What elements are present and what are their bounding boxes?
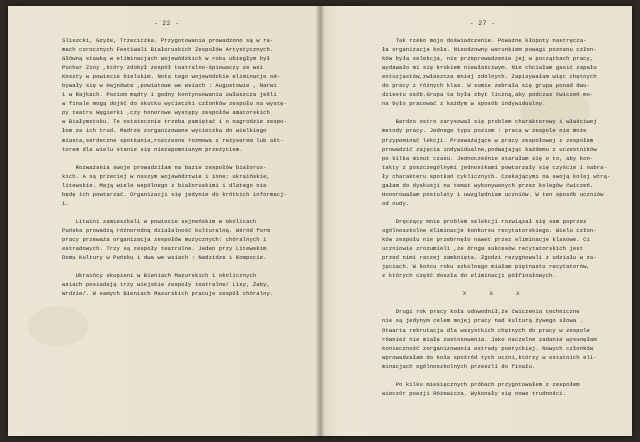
text-line: prowadzić zajęcia indywidualne,podwajając każdemu z uczestników (382, 145, 597, 153)
text-line: przed nimi raczej zamknięta. Zgodzi rezygnowali z udziału w za- (382, 254, 597, 262)
text-line (382, 298, 610, 307)
text-line: po kilka minut czasu. Jednocześnie starałam się o to, aby kon- (382, 154, 594, 162)
left-page (8, 6, 320, 436)
text-line: od nudy. (382, 199, 410, 207)
document-spread (8, 6, 632, 436)
text-line: Sliszcki, Gzyże, Trzeciczka. Przygotowania prowadzono są w ra- (62, 37, 274, 44)
text-line: ła organizacja koła. Nieodzowny warunkiem powagi poznanu człon- (382, 46, 597, 54)
text-line: Bardzo ostro zarysował się problem charakterowy i właściwej (382, 118, 597, 126)
text-line: Główną stawką w eliminacjach wojewódzkich w roku ubiegłym był (62, 55, 270, 63)
text-line: wsiach posiadają trzy wiejskie zespoły teatralne/ Lisy, Żaby, (62, 281, 270, 289)
text-line: ków zespołu nie przebrnęło nawet przez eliminacje klasowe. Ci (382, 236, 590, 244)
left-page-text (62, 36, 287, 298)
right-page-text (382, 36, 610, 398)
text-line: Otwarta rekrutacja dla wszystkich chętnych do pracy w zespole (382, 326, 590, 334)
text-line: Rozważania swoje prowadziłam na bazie zespołów białorus- (62, 163, 267, 171)
text-line: z których część doszła do eliminacji półfinałowych. (382, 272, 556, 280)
text-line: Puńska prowadzą różnorodną działalność kulturalną. Wśród form (62, 226, 270, 234)
text-line: Puchar Ziny ,który zdobył zespół teatralno-śpiewaczy ze wsi (62, 64, 264, 72)
text-line: wydawało mi się krokiem niewłaściwym. Nie chciałam gasić zapału (382, 64, 597, 72)
section-separator: X X X (462, 290, 530, 298)
text-line: Drugi rok pracy koła udowodnił,że ćwiczenia techniczne (382, 308, 580, 316)
text-line: Honorowałam postulaty i uwzględniam uczniów. W ten sposób uczniów (382, 190, 604, 198)
text-line: kich. A są przeciej w naszym województwie i inne: ukraińskie, (62, 172, 270, 180)
text-line: mach corocznych Festiwali Białoruskich Zespołów Artystycznych. (62, 46, 274, 54)
text-line: Koszty w powiecie bielskim. Nota tego wojewódzkie eliminacje od- (62, 73, 281, 81)
text-line: torem dla wielu stanie się niezapomnianym przeżyciem. (62, 145, 243, 153)
text-line: entuzjastów,zwłaszcza mniej zdolnych. Zapisywałam więc chętnych (382, 73, 597, 81)
text-line (62, 208, 287, 217)
text-line: do pracy z różnych klas. W sumie zebrała się grupa ponad dwu- (382, 82, 590, 90)
text-line: litewskie. Mają wiele wspólnego z białoruskimi i dlatego nie (62, 181, 267, 189)
text-line: Litwini zamieszkali w powiecie sejneńskim w okolicach (62, 217, 257, 225)
text-line: pracy przeważa organizacja zespołów muzycznych: chóralnych i (62, 236, 267, 244)
text-line: Ukraińcy skupieni w Bieniach Mazurskich i okolicznych (62, 272, 257, 280)
text-line: Tak rzeko mojo doświadczenie. Poważne kłopoty nastręcza- (382, 37, 587, 44)
text-line (62, 154, 287, 163)
text-line: również nie miała zastosowania. Jako naczelne zadanie wysunęłam (382, 335, 597, 343)
text-line: na było pracować z każdym w sposób indywidualny. (382, 100, 546, 108)
text-line: w finale mogą dojść do skutku wycieczki członków zespołu na wystę- (62, 100, 287, 108)
text-line: Domu Kultury w Puńsku i dwa we wsiach : Nadzidze i Kompocie. (62, 254, 267, 262)
text-line: przypominać lekcji. Przeważające w pracy zespołowej z zespołem (382, 136, 594, 144)
text-line: Po kilku miesięcznych próbach przygotowałem z zespołem (382, 380, 580, 388)
text-line: łom za ich trud. Madrze zorganizowane wycieczka do wielkiego (62, 127, 267, 135)
text-line: będę ich powtarzać. Organizacji się jedynie do krótkich informacj- (62, 190, 287, 198)
text-line: estradowych. Trzy są zespoły teatralne. Jeden przy Litewskim (62, 245, 267, 253)
text-line (382, 108, 610, 117)
text-line: ków była selekcja, nie przeprowadzenie jej w początkach pracy, (382, 55, 594, 63)
text-line: Wrdzie/. W samych Bieniach Mazurskich pracuje zespół chóralny. (62, 290, 274, 298)
text-line: nie są jedynym celem mojej pracy nad kulturą żywego słowa . (382, 317, 584, 325)
text-line: metody pracy. Jednego typu poziom : praca w zespole nie może (382, 127, 587, 135)
text-line (382, 208, 610, 217)
text-line: minacjach ogólnoszkolnych przeszli do finału. (382, 362, 536, 370)
text-line: Dręczący mnie problem selekcji rozwiązał się sam poprzez (382, 217, 587, 225)
text-line: bywały się w Hajnówce ,powiatowe we wsiach : Augustowie , Narwi (62, 82, 277, 90)
text-line: dziestu osób.Grupa ta była zbyt liczną,aby podczas ćwiczeń mo- (382, 91, 594, 99)
text-line: takty z poszczególnymi jednostkami powtarzały się czyście i nabra- (382, 163, 607, 171)
paper-stain (28, 306, 88, 346)
text-line: i. (62, 199, 69, 207)
book-gutter (316, 6, 324, 436)
text-line: w Białymstoku. Te ostatecznie trzeba pamiętać i o nagrodzie zespo- (62, 118, 287, 126)
text-line: ogólnoszkolne eliminacje konkursu recytatorskiego. Wielu człon- (382, 226, 597, 234)
text-line: gałam do dyskusji na temat wykonywanych przez kolegów ćwiczeń. (382, 181, 594, 189)
text-line: i w Rajkach. Poziom mądry i godny kontynuowania zwłaszcza jeśli (62, 91, 277, 99)
text-line (382, 371, 610, 380)
text-line (382, 280, 610, 289)
text-line: konieczność zorganizowania estrady poetyckiej. Nowych członków (382, 344, 594, 352)
right-page-number: - 27 - (470, 20, 496, 27)
left-page-number: - 22 - (154, 20, 180, 27)
text-line: miasta,serdeczne spotkanie,rozczesne rozmowa z reżyserem lub akt- (62, 136, 284, 144)
text-line (62, 262, 287, 271)
text-line: wieczór poezji Różewicza. Wykonały się nowe trudności. (382, 389, 567, 397)
text-line: uczniowie zrozumieli ,że droga sukcesów recytatorskich jest (382, 245, 584, 253)
text-line: py teatru Węgierki ,czy honorowe występy zespołów amatorskich (62, 109, 270, 117)
text-line: jęciach. W końcu roku szkolnego miałam piętnastu recytatorów, (382, 263, 590, 271)
text-line: wprowadzałam do koła spośród tych uczni,którzy w ostatnich eli- (382, 353, 597, 361)
right-page (320, 6, 632, 436)
text-line: ły charakteru spotkań cyklicznych. Czekającymi na swoją kolej wtrą- (382, 172, 611, 180)
